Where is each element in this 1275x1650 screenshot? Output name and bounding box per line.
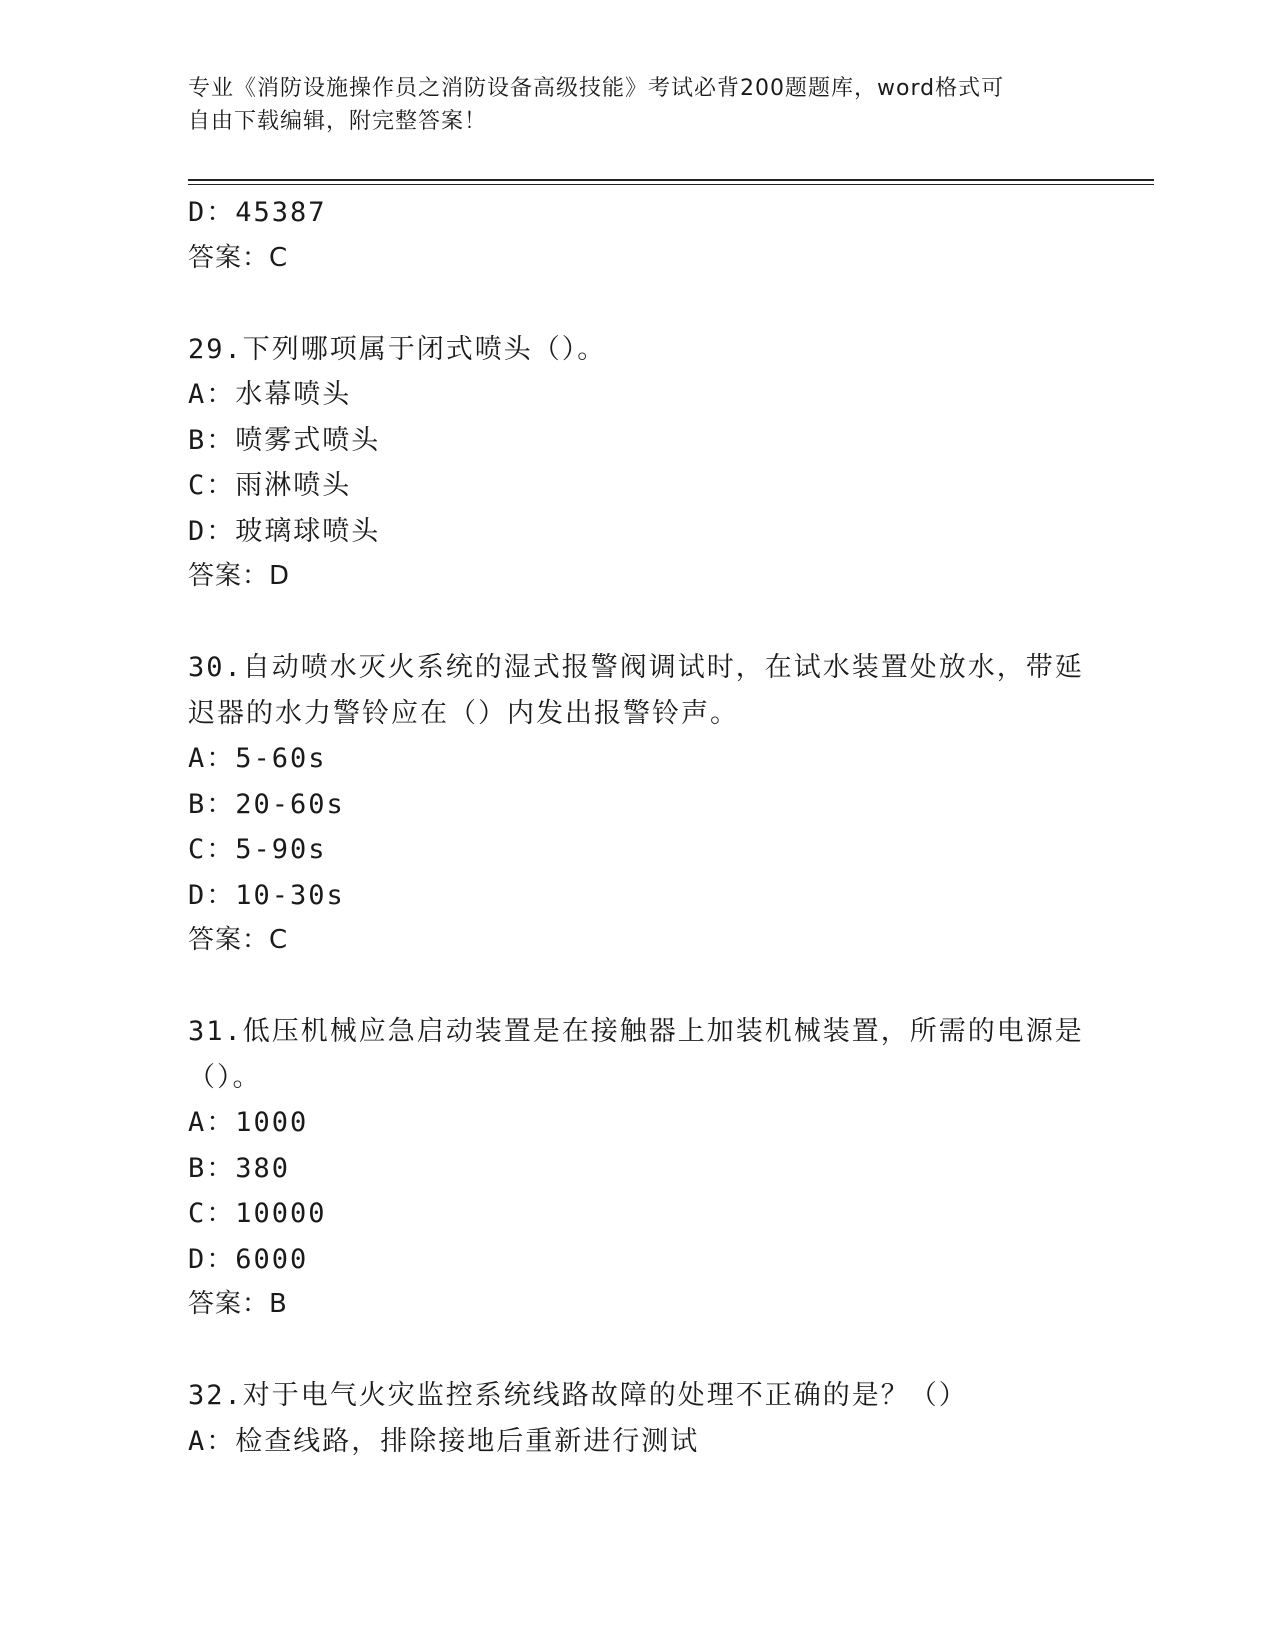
question-text-line-1: 30.自动喷水灭火系统的湿式报警阀调试时，在试水装置处放水，带延 <box>188 652 1084 683</box>
option-b: B：380 <box>188 1152 291 1184</box>
question-32 <box>188 1373 1088 1464</box>
question-text: 29.下列哪项属于闭式喷头（）。 <box>188 333 607 365</box>
header-line-2: 自由下载编辑，附完整答案！ <box>188 109 488 134</box>
header-rule-thick <box>188 179 1154 181</box>
answer-label: 答案：D <box>188 561 291 591</box>
option-d: D：10-30s <box>188 879 345 911</box>
question-29 <box>188 327 1088 600</box>
option-a: A：1000 <box>188 1107 309 1138</box>
option-a: A：检查线路，排除接地后重新进行测试 <box>188 1425 700 1457</box>
document-header <box>188 72 1068 138</box>
option-c: C：5-90s <box>188 834 327 865</box>
header-line-1: 专业《消防设施操作员之消防设备高级技能》考试必背200题题库，word格式可 <box>188 76 1005 101</box>
header-rule-thin <box>188 184 1154 185</box>
option-d: D：45387 <box>188 197 327 228</box>
spacer <box>188 281 1088 327</box>
question-text-line-2: （）。 <box>188 1061 262 1093</box>
spacer <box>188 1328 1088 1374</box>
option-a: A：水幕喷头 <box>188 379 352 410</box>
option-b: B：喷雾式喷头 <box>188 424 381 456</box>
option-c: C：10000 <box>188 1198 327 1229</box>
option-a: A：5-60s <box>188 743 327 774</box>
spacer <box>188 964 1088 1010</box>
answer-label: 答案：B <box>188 1289 288 1319</box>
question-text-line-1: 31.低压机械应急启动装置是在接触器上加装机械装置，所需的电源是 <box>188 1016 1084 1047</box>
answer-label: 答案：C <box>188 242 289 273</box>
question-31 <box>188 1009 1088 1328</box>
question-text: 32.对于电气火灾监控系统线路故障的处理不正确的是？（） <box>188 1380 968 1411</box>
document-body <box>188 190 1088 1464</box>
question-30 <box>188 645 1088 964</box>
option-d: D：玻璃球喷头 <box>188 515 381 547</box>
option-d: D：6000 <box>188 1243 309 1275</box>
question-text-line-2: 迟器的水力警铃应在（）内发出报警铃声。 <box>188 697 739 729</box>
spacer <box>188 600 1088 646</box>
option-c: C：雨淋喷头 <box>188 470 352 501</box>
question-28-tail <box>188 190 1088 281</box>
option-b: B：20-60s <box>188 788 345 820</box>
answer-label: 答案：C <box>188 925 289 955</box>
